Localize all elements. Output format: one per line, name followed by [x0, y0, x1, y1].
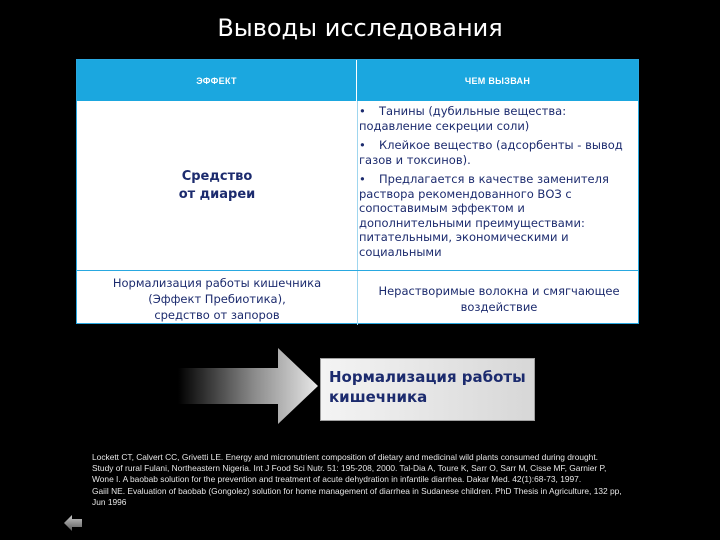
cause-text: Предлагается в качестве заменителя раствора рекомендованного ВОЗ с сопоставимым эффектом и дополнительными преимуществами: питательными, экономическими и социальными — [359, 172, 609, 259]
cause-item: • Танины (дубильные вещества: подавление секреции соли) — [359, 104, 567, 133]
reference-item: Lockett CT, Calvert CC, Grivetti LE. Energy and micronutrient composition of dietary and medicinal wild plants consumed during drought. — [92, 452, 598, 462]
header-cause: ЧЕМ ВЫЗВАН — [464, 75, 531, 86]
right-arrow-icon — [178, 348, 318, 424]
result-box — [320, 358, 535, 421]
column-divider — [357, 101, 358, 325]
result-text: Нормализация работы кишечника — [329, 368, 526, 406]
cause-text: Танины (дубильные вещества: подавление секреции соли) — [359, 104, 567, 133]
causes-list — [359, 104, 639, 264]
slide-title: Выводы исследования — [217, 14, 503, 42]
row-divider — [77, 270, 638, 271]
cause-text: Клейкое вещество (адсорбенты - вывод газов и токсинов). — [359, 138, 623, 167]
back-arrow-icon[interactable] — [64, 515, 82, 531]
table-header — [77, 60, 638, 101]
reference-item: Study of rural Fulani, Northeastern Nigeria. Int J Food Sci Nutr. 51: 195-208, 2000. Tal-Dia A, Toure K, Sarr O, Sarr M, Cisse MF, Garnier P, Wone I. A baobab solution for the prevention and treatment of acute dehydration in infantile diarrhea. Dakar Med. 42(1):68-73, 1997. — [92, 463, 607, 485]
header-effect: ЭФФЕКТ — [77, 60, 357, 101]
effect-antidiarrheal: Средство от диареи — [178, 168, 256, 202]
cause-item: • Предлагается в качестве заменителя раствора рекомендованного ВОЗ с сопоставимым эффектом и дополнительными преимуществами: питательными, экономическими и социальными — [359, 172, 609, 259]
cause-item: • Клейкое вещество (адсорбенты - вывод газов и токсинов). — [359, 138, 623, 167]
reference-item: Gaiil NE. Evaluation of baobab (Gongolez) solution for home management of diarrhea in Sudanese children. PhD Thesis in Agriculture, 132 pp, Jun 1996 — [92, 485, 622, 507]
effects-table — [76, 59, 639, 324]
cause-fibers: Нерастворимые волокна и смягчающее воздействие — [378, 284, 620, 314]
effect-bowel-normalization: Нормализация работы кишечника (Эффект Пребиотика), средство от запоров — [112, 276, 322, 322]
references — [92, 452, 622, 508]
